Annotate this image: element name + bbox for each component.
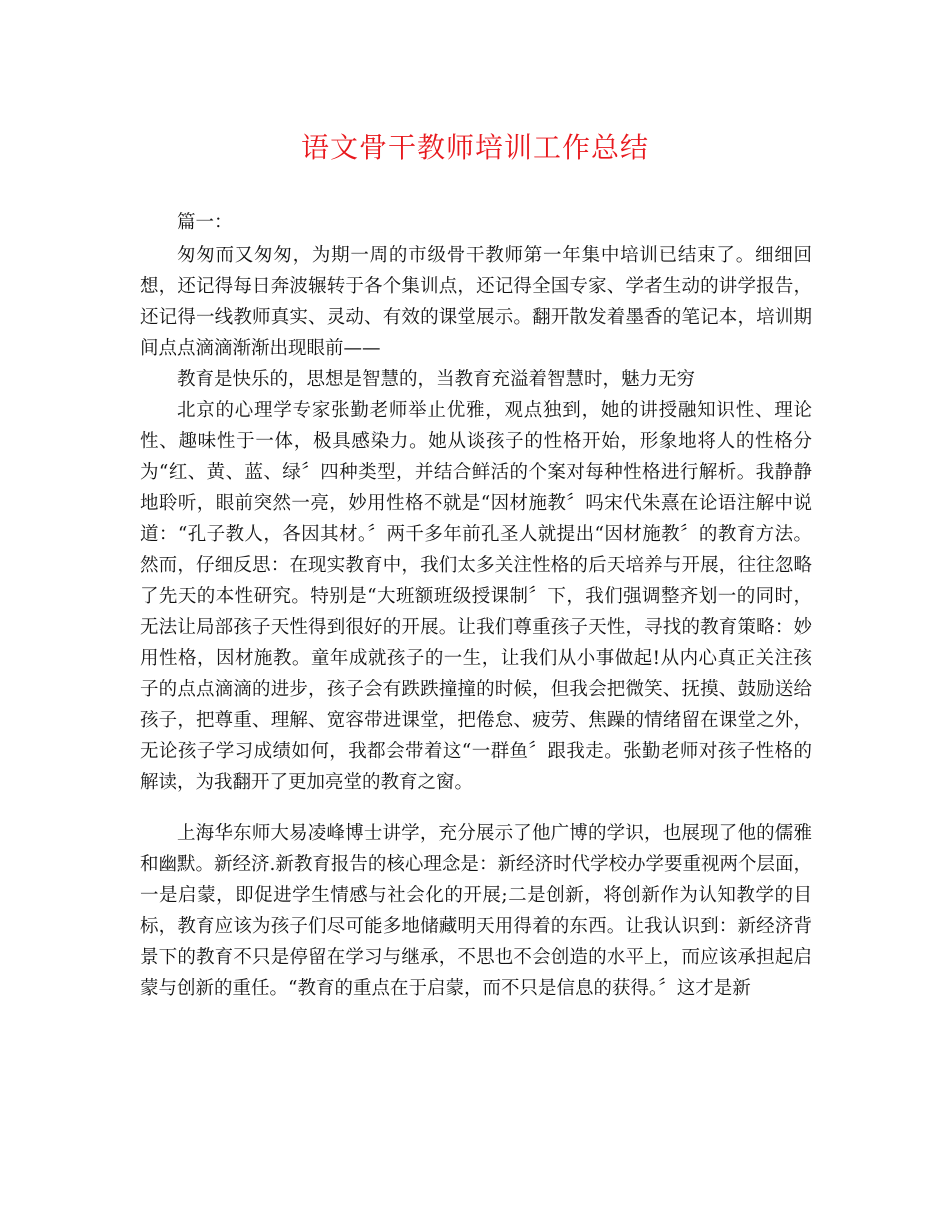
document-title: 语文骨干教师培训工作总结 [300,131,649,164]
document-body [140,207,812,1004]
paragraph: 北京的心理学专家张勤老师举止优雅，观点独到，她的讲授融知识性、理论性、趣味性于一体，极具感染力。她从谈孩子的性格开始，形象地将人的性格分为“红、黄、蓝、绿〞四种类型，并结合鲜活的个案对每种性格进行解析。我静静地聆听，眼前突然一亮，妙用性格不就是“因材施教〞吗宋代朱熹在论语注解中说道：“孔子教人，各因其材。〞两千多年前孔圣人就提出“因材施教〞的教育方法。然而，仔细反思：在现实教育中，我们太多关注性格的后天培养与开展，往往忽略了先天的本性研究。特别是“大班额班级授课制〞下，我们强调整齐划一的同时，无法让局部孩子天性得到很好的开展。让我们尊重孩子天性，寻找的教育策略：妙用性格，因材施教。童年成就孩子的一生，让我们从小事做起!从内心真正关注孩子的点点滴滴的进步，孩子会有跌跌撞撞的时候，但我会把微笑、抚摸、鼓励送给孩子，把尊重、理解、宽容带进课堂，把倦怠、疲劳、焦躁的情绪留在课堂之外，无论孩子学习成绩如何，我都会带着这“一群鱼〞跟我走。张勤老师对孩子性格的解读，为我翻开了更加亮堂的教育之窗。 [140,400,813,793]
paragraph: 上海华东师大易凌峰博士讲学，充分展示了他广博的学识，也展现了他的儒雅和幽默。新经济.新教育报告的核心理念是：新经济时代学校办学要重视两个层面，一是启蒙，即促进学生情感与社会化的开展;二是创新，将创新作为认知教学的目标，教育应该为孩子们尽可能多地储藏明天用得着的东西。让我认识到：新经济背景下的教育不只是停留在学习与继承，不思也不会创造的水平上，而应该承担起启蒙与创新的重任。“教育的重点在于启蒙，而不只是信息的获得。〞这才是新 [140,823,812,999]
section-label: 篇一： [177,212,233,233]
paragraph: 匆匆而又匆匆，为期一周的市级骨干教师第一年集中培训已结束了。细细回想，还记得每日奔波辗转于各个集训点，还记得全国专家、学者生动的讲学报告，还记得一线教师真实、灵动、有效的课堂展示。翻开散发着墨香的笔记本，培训期间点点滴滴渐渐出现眼前—— [140,245,812,359]
paragraph: 教育是快乐的，思想是智慧的，当教育充溢着智慧时，魅力无穷 [177,369,696,390]
